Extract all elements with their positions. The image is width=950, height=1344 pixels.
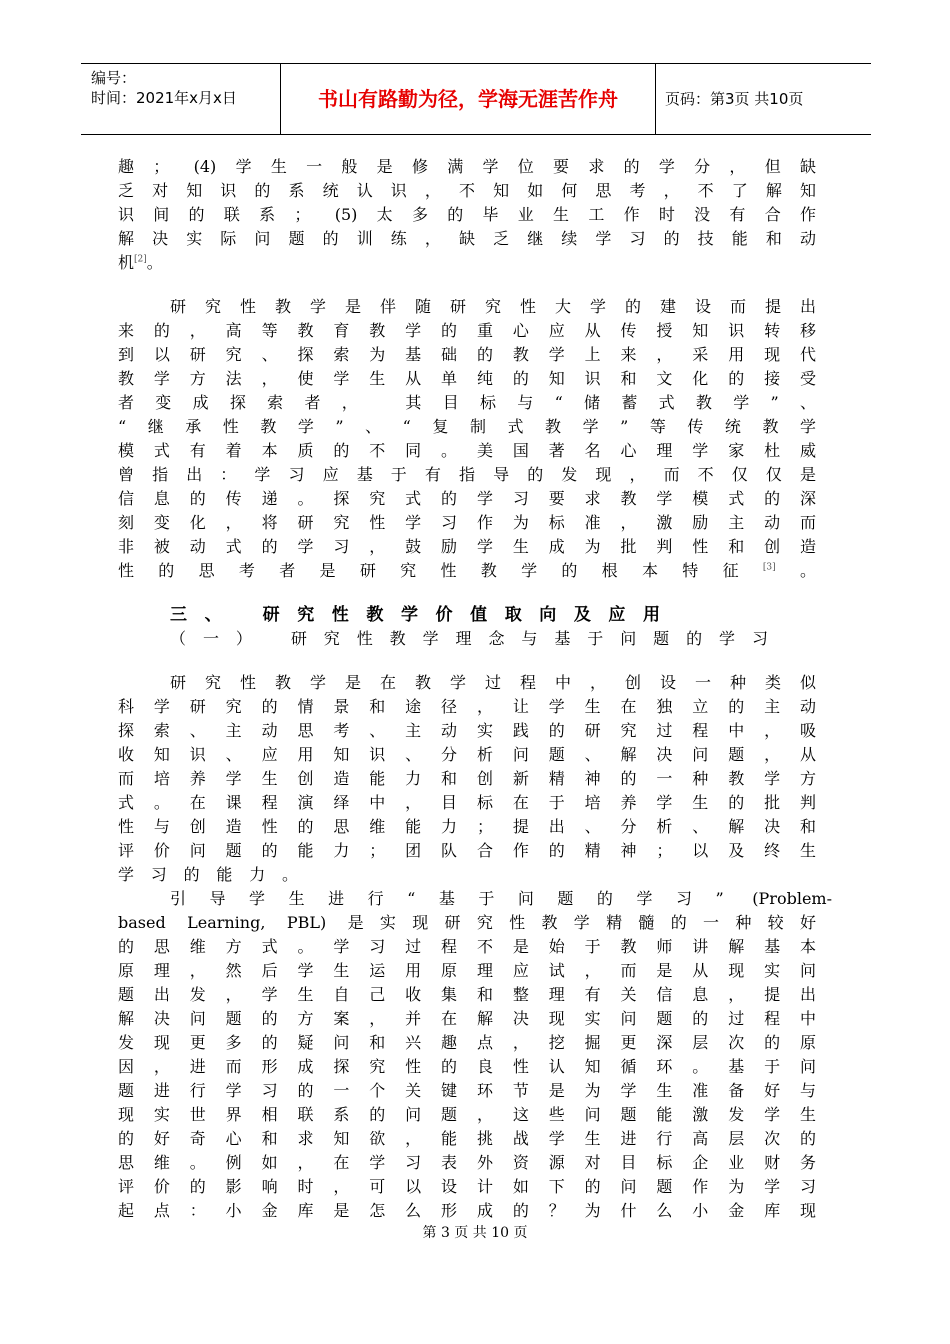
page-footer: 第 3 页 共 10 页 (422, 1225, 528, 1241)
body-line: 解决实际问题的训练，缺乏继续学习的技能和动 (118, 229, 816, 248)
body-line: 引导学生进行“基于问题的学习” (Problem- (170, 889, 832, 908)
body-line: 研究性教学是在教学过程中，创设一种类似 (170, 673, 816, 692)
section-heading: 三、 研究性教学价值取向及应用 (170, 605, 660, 625)
citation-ref: [3] (762, 562, 776, 573)
body-line: 思维。例如，在学习表外资源对目标企业财务 (118, 1153, 816, 1172)
body-line: 教学方法，使学生从单纯的知识和文化的接受 (118, 369, 816, 388)
body-line: 解决问题的方案，并在解决现实问题的过程中 (118, 1009, 816, 1028)
body-line: 性与创造性的思维能力；提出、分析、解决和 (118, 817, 816, 836)
body-line: 信息的传递。探究式的学习要求教学模式的深 (118, 489, 816, 508)
header-meta (81, 64, 281, 134)
body-line: 科学研究的情景和途径，让学生在独立的主动 (118, 697, 816, 716)
body-line: 评价问题的能力；团队合作的精神；以及终生 (118, 841, 816, 860)
body-line: 趣； (4)学生一般是修满学位要求的学分，但缺 (118, 157, 816, 176)
body-line: 题出发，学生自己收集和整理有关信息，提出 (118, 985, 816, 1004)
body-line: 发现更多的疑问和兴趣点，挖掘更深层次的原 (118, 1033, 816, 1052)
body-line: 学习的能力。 (118, 865, 298, 884)
body-line: 题进行学习的一个关键环节是为学生准备好与 (118, 1081, 816, 1100)
subsection-heading: （一） 研究性教学理念与基于问题的学习 (170, 629, 768, 648)
header-time-label: 时间：2021年x月x日 (91, 89, 237, 107)
body-line: 非被动式的学习，鼓励学生成为批判性和创造 (118, 537, 816, 556)
citation-ref: [2] (134, 254, 147, 265)
page-header (81, 63, 871, 135)
body-line: 性的思考者是研究性教学的根本特征[3]。 (118, 561, 816, 580)
body-line: 收知识、应用知识、分析问题、解决问题，从 (118, 745, 816, 764)
body-line: 机[2]。 (118, 253, 163, 272)
body-line: 现实世界相联系的问题，这些问题能激发学生 (118, 1105, 816, 1124)
body-line: 而培养学生创造能力和创新精神的一种教学方 (118, 769, 816, 788)
body-line: 因，进而形成探究性的良性认知循环。基于问 (118, 1057, 816, 1076)
body-line: 原理，然后学生运用原理应试，而是从现实问 (118, 961, 816, 980)
body-line: 的思维方式。学习过程不是始于教师讲解基本 (118, 937, 816, 956)
body-line: 曾指出：学习应基于有指导的发现，而不仅仅是 (118, 465, 816, 484)
body-line: 乏对知识的系统认识，不知如何思考，不了解知 (118, 181, 816, 200)
body-line: 的好奇心和求知欲，能挑战学生进行高层次的 (118, 1129, 816, 1148)
body-line: 起点：小金库是怎么形成的？为什么小金库现 (118, 1201, 816, 1220)
body-line: “继承性教学”、“复制式教学”等传统教学 (118, 417, 816, 436)
body-line: 探索、主动思考、主动实践的研究过程中，吸 (118, 721, 816, 740)
body-line: 到以研究、探索为基础的教学上来，采用现代 (118, 345, 816, 364)
body-line: 式。在课程演绎中，目标在于培养学生的批判 (118, 793, 816, 812)
body-line: 识间的联系； (5)太多的毕业生工作时没有合作 (118, 205, 816, 224)
body-line: based Learning, PBL) 是实现研究性教学精髓的一种较好 (118, 913, 816, 932)
body-line: 刻变化，将研究性学习作为标准，激励主动而 (118, 513, 816, 532)
body-line: 来的，高等教育教学的重心应从传授知识转移 (118, 321, 816, 340)
body-line: 模式有着本质的不同。美国著名心理学家杜威 (118, 441, 816, 460)
header-number-label: 编号： (91, 69, 137, 87)
header-motto: 书山有路勤为径，学海无涯苦作舟 (281, 64, 656, 134)
body-line: 者变成探索者， 其目标与“储蓄式教学”、 (118, 393, 816, 412)
body-line: 研究性教学是伴随研究性大学的建设而提出 (170, 297, 816, 316)
header-page-label: 页码：第3页 共10页 (665, 90, 804, 108)
body-line: 评价的影响时，可以设计如下的问题作为学习 (118, 1177, 816, 1196)
